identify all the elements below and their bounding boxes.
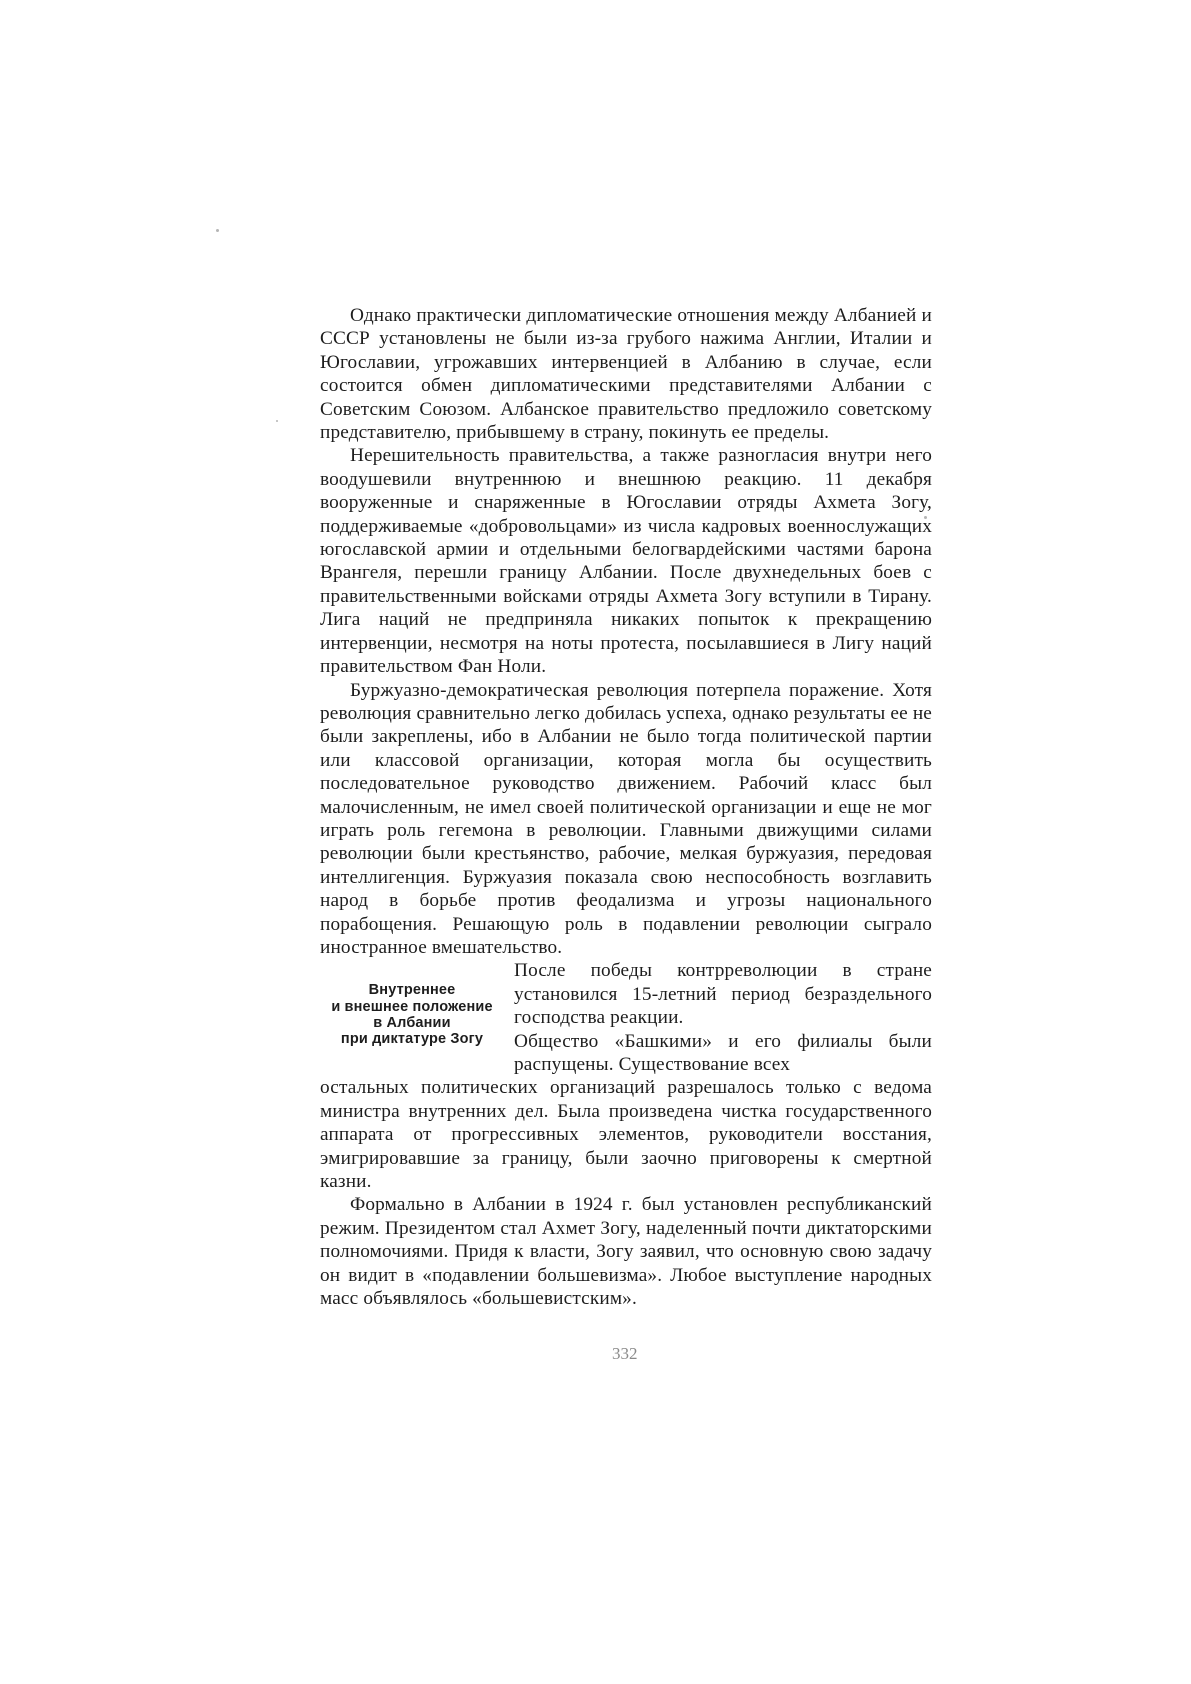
section-with-side-heading	[320, 959, 932, 1076]
side-heading-line: и внешнее положение	[331, 998, 493, 1015]
scan-speck	[216, 229, 219, 232]
side-text	[514, 959, 932, 1076]
side-heading	[320, 959, 514, 1047]
scan-speck	[276, 420, 278, 422]
paragraph-bashkimi: Общество «Башкими» и его филиалы были распущены. Существование всех	[514, 1030, 932, 1075]
paragraph-revolution-defeat: Буржуазно-демократическая революция потерпела поражение. Хотя революция сравнительно легко добилась успеха, однако результаты ее не были закреплены, ибо в Албании не было тогда политической партии или классовой организации, которая могла бы осуществить последовательное руководство движением. Рабочий класс был малочисленным, не имел своей политической организации и еще не мог играть роль гегемона в революции. Главными движущими силами революции были крестьянство, рабочие, мелкая буржуазия, передовая интеллигенция. Буржуазия показала свою неспособность возглавить народ в борьбе против феодализма и угрозы национального порабощения. Решающую роль в подавлении революции сыграло иностранное вмешательство.	[320, 679, 932, 958]
main-text-column	[320, 304, 932, 1310]
side-heading-line: в Албании	[373, 1014, 451, 1031]
paragraph-continuation: остальных политических организаций разрешалось только с ведома министра внутренних дел. Была произведена чистка государственного аппарата от прогрессивных элементов, руководители восстания, эмигрировавшие за границу, были заочно приговорены к смертной казни.	[320, 1077, 932, 1193]
side-heading-line: при диктатуре Зогу	[340, 1030, 484, 1047]
paragraph-diplomatic-relations: Однако практически дипломатические отношения между Албанией и СССР установлены не были из-за грубого нажима Англии, Италии и Югославии, угрожавших интервенцией в Албанию в случае, если состоится обмен дипломатическими представителями Албании с Советским Союзом. Албанское правительство предложило советскому представителю, прибывшему в страну, покинуть ее пределы.	[320, 305, 932, 444]
side-heading-line: Внутреннее	[368, 982, 456, 999]
page-number: 332	[612, 1344, 638, 1363]
paragraph-counterrevolution: После победы контрреволюции в стране установился 15-летний период безраздельного господства реакции.	[514, 960, 932, 1029]
paragraph-reaction: Нерешительность правительства, а также разногласия внутри него воодушевили внутреннюю и внешнюю реакцию. 11 декабря вооруженные и снаряженные в Югославии отряды Ахмета Зогу, поддерживаемые «добровольцами» из числа кадровых военнослужащих югославской армии и отдельными белогвардейскими частями барона Врангеля, перешли границу Албании. После двухнедельных боев с правительственными войсками отряды Ахмета Зогу вступили в Тирану. Лига наций не предприняла никаких попыток к прекращению интервенции, несмотря на ноты протеста, посылавшиеся в Лигу наций правительством Фан Ноли.	[320, 445, 932, 678]
paragraph-republic: Формально в Албании в 1924 г. был установлен республиканский режим. Президентом стал Ахмет Зогу, наделенный почти диктаторскими полномочиями. Придя к власти, Зогу заявил, что основную свою задачу он видит в «подавлении большевизма». Любое выступление народных масс объявлялось «большевистским».	[320, 1194, 932, 1310]
